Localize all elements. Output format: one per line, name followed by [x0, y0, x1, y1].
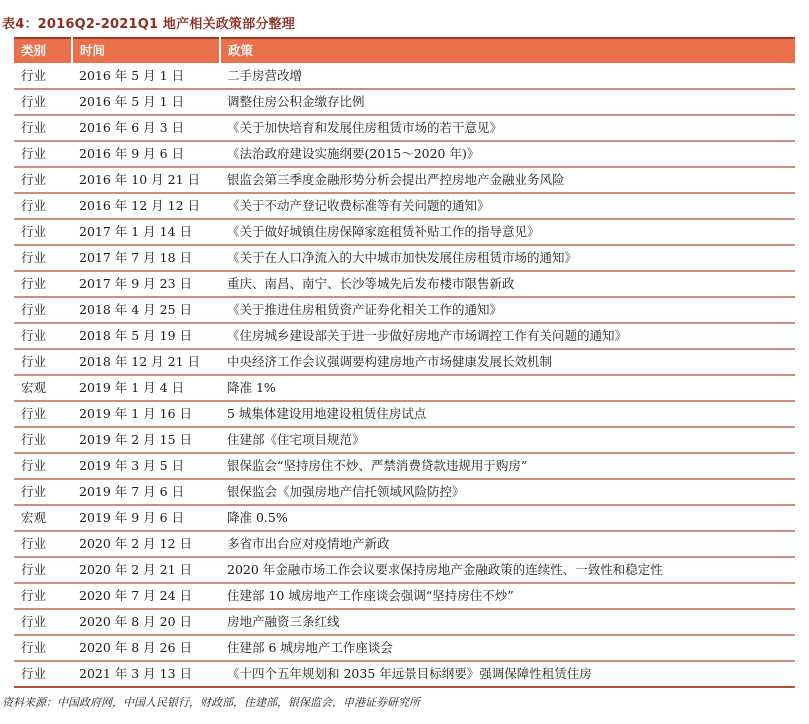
policy-cell: 住建部 6 城房地产工作座谈会: [220, 635, 795, 661]
table-row: [14, 583, 795, 609]
table-row: [14, 531, 795, 557]
policy-cell: 《十四个五年规划和 2035 年远景目标纲要》强调保障性租赁住房: [227, 666, 592, 681]
table-row: [14, 453, 795, 479]
category-cell: 行业: [14, 141, 72, 167]
policy-cell: 多省市出台应对疫情地产新政: [220, 531, 795, 557]
policy-table: [14, 37, 795, 688]
category-cell: 行业: [14, 297, 72, 323]
category-cell: 行业: [14, 63, 72, 89]
date-cell: 2019 年 9 月 6 日: [72, 505, 220, 531]
table-row: [14, 193, 795, 219]
category-cell: 行业: [14, 193, 72, 219]
table-header-row: [14, 38, 795, 63]
table-row: [14, 63, 795, 89]
date-cell: 2016 年 6 月 3 日: [72, 115, 220, 141]
table-row: [14, 427, 795, 453]
table-row: [14, 167, 795, 193]
category-cell: 行业: [14, 349, 72, 375]
date-cell: 2019 年 7 月 6 日: [72, 479, 220, 505]
category-cell: 行业: [14, 531, 72, 557]
policy-cell: 中央经济工作会议强调要构建房地产市场健康发展长效机制: [220, 349, 795, 375]
category-cell: 行业: [14, 557, 72, 583]
category-cell: 行业: [14, 323, 72, 349]
table-title: 表4：2016Q2-2021Q1 地产相关政策部分整理: [2, 17, 295, 32]
category-cell: 行业: [14, 427, 72, 453]
date-cell: 2017 年 1 月 14 日: [72, 219, 220, 245]
col-header-category: 类别: [14, 38, 72, 63]
policy-cell: 降准 1%: [220, 375, 795, 401]
table-row: [14, 401, 795, 427]
category-cell: 行业: [14, 245, 72, 271]
table-row: [14, 557, 795, 583]
date-cell: 2019 年 1 月 4 日: [72, 375, 220, 401]
category-cell: 行业: [14, 89, 72, 115]
policy-cell: 《关于在人口净流入的大中城市加快发展住房租赁市场的通知》: [220, 245, 795, 271]
policy-cell: 银监会第三季度金融形势分析会提出严控房地产金融业务风险: [220, 167, 795, 193]
date-cell: 2021 年 3 月 13 日: [79, 666, 193, 681]
policy-cell: 《关于加快培育和发展住房租赁市场的若干意见》: [220, 115, 795, 141]
table-row: [14, 635, 795, 661]
policy-cell: 重庆、南昌、南宁、长沙等城先后发布楼市限售新政: [220, 271, 795, 297]
date-cell: 2020 年 7 月 24 日: [72, 583, 220, 609]
policy-cell: 银保监会《加强房地产信托领域风险防控》: [220, 479, 795, 505]
category-cell: 行业: [21, 666, 47, 681]
date-cell: 2016 年 9 月 6 日: [72, 141, 220, 167]
date-cell: 2020 年 2 月 12 日: [72, 531, 220, 557]
date-cell: 2018 年 5 月 19 日: [72, 323, 220, 349]
category-cell: 行业: [14, 635, 72, 661]
source-note: 资料来源：中国政府网，中国人民银行，财政部，住建部，银保监会，申港证券研究所: [2, 696, 420, 709]
table-row: [14, 271, 795, 297]
date-cell: 2017 年 7 月 18 日: [72, 245, 220, 271]
category-cell: 行业: [14, 609, 72, 635]
table-row: [14, 479, 795, 505]
date-cell: 2016 年 10 月 21 日: [72, 167, 220, 193]
date-cell: 2019 年 2 月 15 日: [72, 427, 220, 453]
category-cell: 行业: [14, 115, 72, 141]
table-row: [14, 505, 795, 531]
policy-cell: 住建部《住宅项目规范》: [220, 427, 795, 453]
table-row: [14, 375, 795, 401]
policy-cell: 5 城集体建设用地建设租赁住房试点: [220, 401, 795, 427]
date-cell: 2016 年 12 月 12 日: [72, 193, 220, 219]
policy-cell: 降准 0.5%: [220, 505, 795, 531]
policy-cell: 《关于做好城镇住房保障家庭租赁补贴工作的指导意见》: [220, 219, 795, 245]
date-cell: 2016 年 5 月 1 日: [72, 89, 220, 115]
table-row: [14, 349, 795, 375]
category-cell: 行业: [14, 453, 72, 479]
category-cell: 宏观: [14, 505, 72, 531]
table-row: [14, 115, 795, 141]
date-cell: 2017 年 9 月 23 日: [72, 271, 220, 297]
table-row: [14, 219, 795, 245]
policy-cell: 2020 年金融市场工作会议要求保持房地产金融政策的连续性、一致性和稳定性: [220, 557, 795, 583]
date-cell: 2020 年 8 月 26 日: [72, 635, 220, 661]
table-row: [14, 297, 795, 323]
date-cell: 2018 年 4 月 25 日: [72, 297, 220, 323]
category-cell: 行业: [14, 219, 72, 245]
table-row: [14, 245, 795, 271]
table-row: [14, 323, 795, 349]
policy-cell: 二手房营改增: [220, 63, 795, 89]
table-row: [14, 609, 795, 635]
policy-cell: 住建部 10 城房地产工作座谈会强调“坚持房住不炒”: [220, 583, 795, 609]
date-cell: 2019 年 1 月 16 日: [72, 401, 220, 427]
col-header-date: 时间: [72, 38, 220, 63]
category-cell: 行业: [14, 271, 72, 297]
date-cell: 2019 年 3 月 5 日: [72, 453, 220, 479]
date-cell: 2020 年 2 月 21 日: [72, 557, 220, 583]
table-row: [14, 141, 795, 167]
date-cell: 2018 年 12 月 21 日: [72, 349, 220, 375]
policy-cell: 调整住房公积金缴存比例: [220, 89, 795, 115]
date-cell: 2020 年 8 月 20 日: [72, 609, 220, 635]
category-cell: 行业: [14, 401, 72, 427]
table-row: [14, 661, 795, 687]
policy-cell: 《关于推进住房租赁资产证券化相关工作的通知》: [220, 297, 795, 323]
policy-cell: 《关于不动产登记收费标准等有关问题的通知》: [220, 193, 795, 219]
col-header-policy: 政策: [220, 38, 795, 63]
policy-cell: 《住房城乡建设部关于进一步做好房地产市场调控工作有关问题的通知》: [220, 323, 795, 349]
table-row: [14, 89, 795, 115]
policy-cell: 房地产融资三条红线: [220, 609, 795, 635]
category-cell: 行业: [14, 167, 72, 193]
date-cell: 2016 年 5 月 1 日: [72, 63, 220, 89]
policy-cell: 银保监会“坚持房住不炒、严禁消费贷款违规用于购房”: [220, 453, 795, 479]
category-cell: 行业: [14, 583, 72, 609]
policy-cell: 《法治政府建设实施纲要(2015～2020 年)》: [220, 141, 795, 167]
category-cell: 行业: [14, 479, 72, 505]
category-cell: 宏观: [14, 375, 72, 401]
